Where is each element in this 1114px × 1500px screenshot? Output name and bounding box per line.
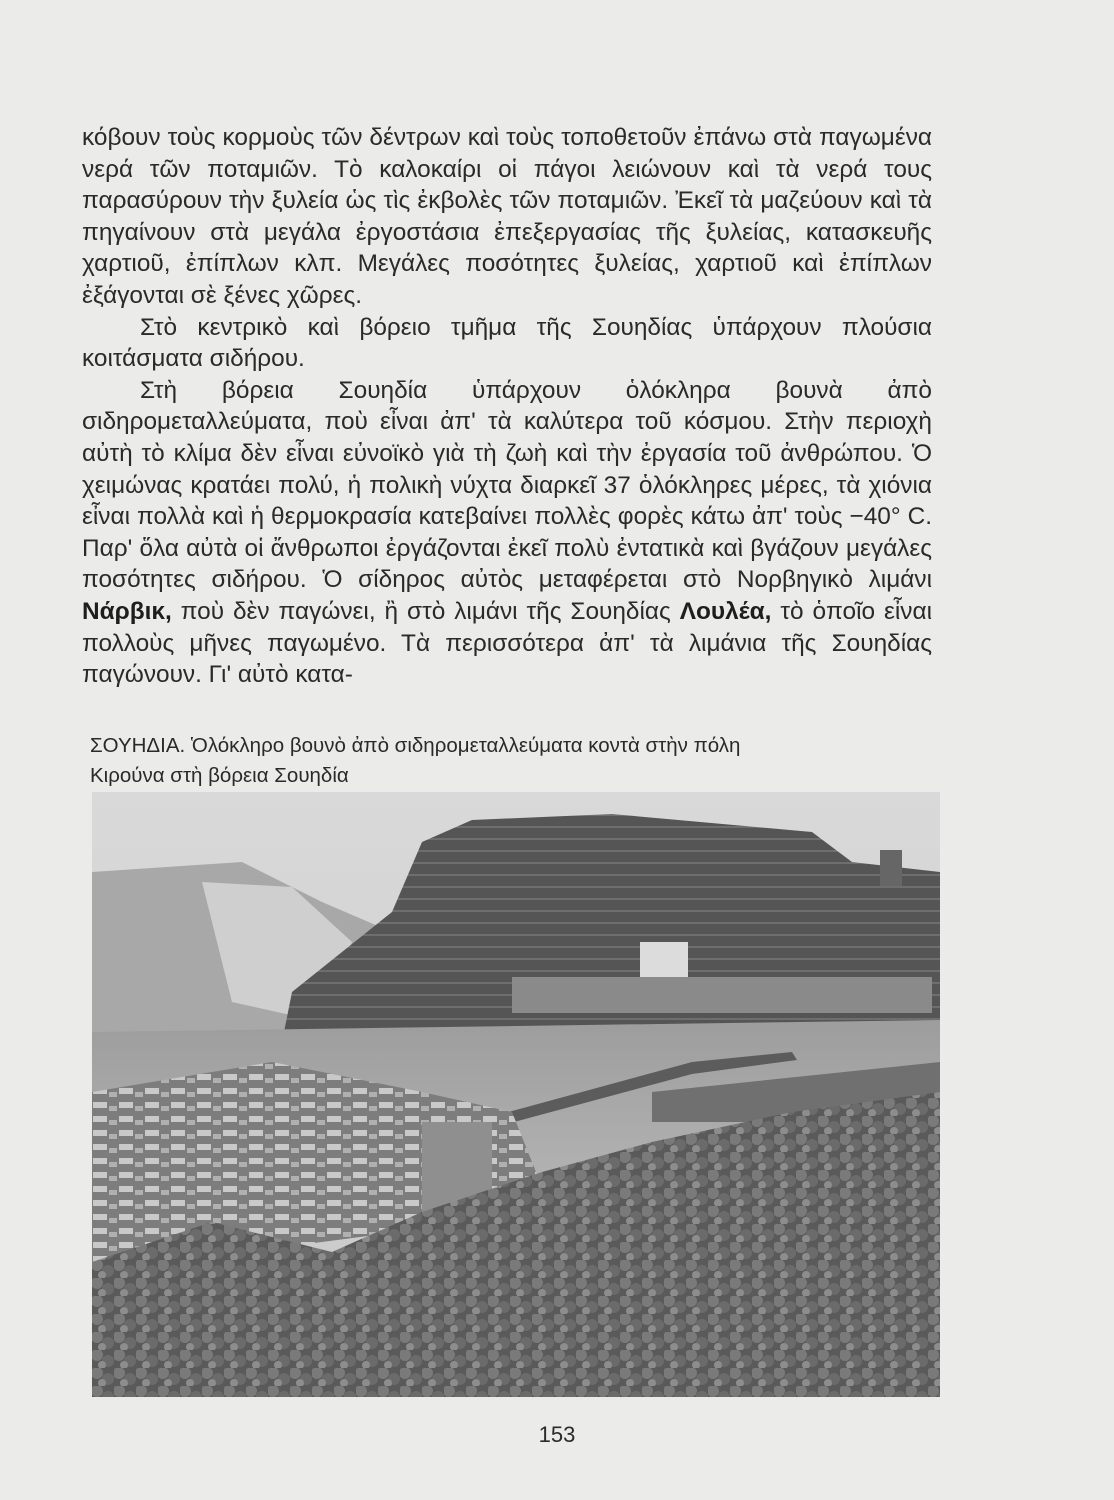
paragraph-iron-deposits: Στὸ κεντρικὸ καὶ βόρειο τμῆμα τῆς Σουηδίας ὑπάρχουν πλούσια κοιτάσματα σιδήρου.	[82, 313, 932, 373]
page-number: 153	[538, 1422, 576, 1447]
paragraph-timber: κόβουν τοὺς κορμοὺς τῶν δέντρων καὶ τοὺς τοποθετοῦν ἐπάνω στὰ παγωμένα νερά τῶν ποταμιῶν. Τὸ καλοκαίρι οἱ πάγοι λειώνουν καὶ τὰ νερά τους παρασύρουν τὴν ξυλεία ὡς τὶς ἐκβολὲς τῶν ποταμιῶν. Ἐκεῖ τὰ μαζεύουν καὶ τὰ πηγαίνουν στὰ μεγάλα ἐργοστάσια ἐπεξεργασίας τῆς ξυλείας, κατασκευῆς χαρτιοῦ, ἐπίπλων κλπ. Μεγάλες ποσότητες ξυλείας, χαρτιοῦ καὶ ἐπίπλων ἐξάγονται σὲ ξένες χῶρες.	[82, 124, 932, 309]
text-segment: τὸ ὁποῖο εἶναι πολλοὺς μῆνες παγωμένο. Τὰ περισσότερα ἀπ' τὰ λιμάνια τῆς Σουηδίας παγώνουν. Γι' αὐτὸ κατα-	[82, 597, 932, 689]
body-text	[82, 122, 932, 691]
caption-line-2: Κιρούνα στὴ βόρεια Σουηδία	[90, 764, 349, 787]
mine-tower	[880, 850, 902, 886]
caption-line-1: ΣΟΥΗΔΙΑ. Ὁλόκληρο βουνὸ ἀπὸ σιδηρομεταλλεύματα κοντὰ στὴν πόλη	[90, 734, 741, 757]
kiruna-photo	[92, 792, 940, 1397]
kiruna-photo-illustration	[92, 792, 940, 1397]
paragraph-north-sweden	[82, 375, 932, 691]
industrial-rooftops	[512, 977, 932, 1013]
place-name-lulea: Λουλέα,	[679, 597, 772, 625]
photo-caption	[90, 731, 930, 791]
place-name-narvik: Νάρβικ,	[82, 597, 172, 625]
text-segment: Στὴ βόρεια Σουηδία ὑπάρχουν ὁλόκληρα βουνὰ ἀπὸ σιδηρομεταλλεύματα, ποὺ εἶναι ἀπ' τὰ καλύτερα τοῦ κόσμου. Στὴν περιοχὴ αὐτὴ τὸ κλίμα δὲν εἶναι εὐνοϊκὸ γιὰ τὴ ζωὴ καὶ τὴν ἐργασία τοῦ ἀνθρώπου. Ὁ χειμώνας κρατάει πολύ, ἡ πολικὴ νύχτα διαρκεῖ 37 ὁλόκληρες μέρες, τὰ χιόνια εἶναι πολλὰ καὶ ἡ θερμοκρασία κατεβαίνει πολλὲς φορὲς κάτω ἀπ' τοὺς −40° C. Παρ' ὅλα αὐτὰ οἱ ἄνθρωποι ἐργάζονται ἐκεῖ πολὺ ἐντατικὰ καὶ βγάζουν μεγάλες ποσότητες σιδήρου. Ὁ σίδηρος αὐτὸς μεταφέρεται στὸ Νορβηγικὸ λιμάνι	[82, 376, 932, 594]
text-segment: ποὺ δὲν παγώνει, ἢ στὸ λιμάνι τῆς Σουηδίας	[171, 597, 680, 625]
